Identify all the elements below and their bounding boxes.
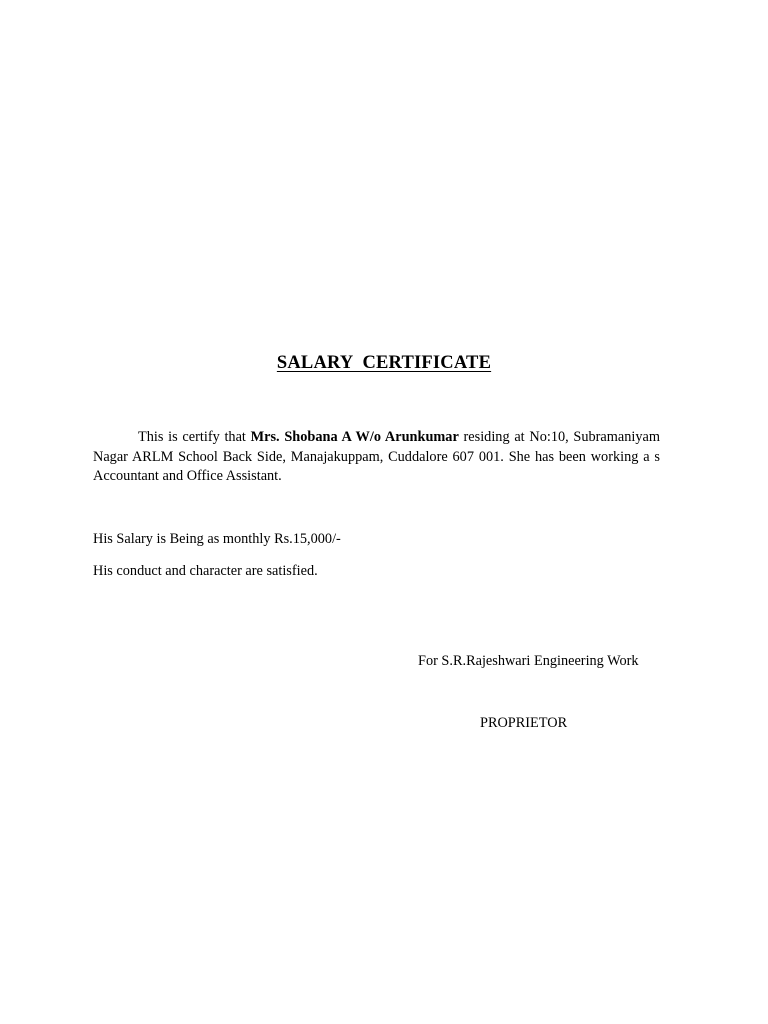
- employee-name: Mrs. Shobana A W/o Arunkumar: [250, 429, 459, 445]
- signatory-company: For S.R.Rajeshwari Engineering Work: [418, 653, 639, 669]
- salary-statement: His Salary is Being as monthly Rs.15,000/-: [93, 531, 341, 547]
- body-intro: This is certify that: [138, 429, 251, 445]
- body-details: residing at No:10, Subramaniyam Nagar ARLM School Back Side, Manajakuppam, Cuddalore 607 001. She has been working a s Accountant and Office Assistant.: [93, 429, 660, 484]
- certificate-title: SALARY CERTIFICATE: [276, 353, 492, 373]
- signatory-role: PROPRIETOR: [480, 715, 568, 731]
- conduct-statement: His conduct and character are satisfied.: [93, 563, 318, 579]
- certificate-body: [93, 428, 660, 487]
